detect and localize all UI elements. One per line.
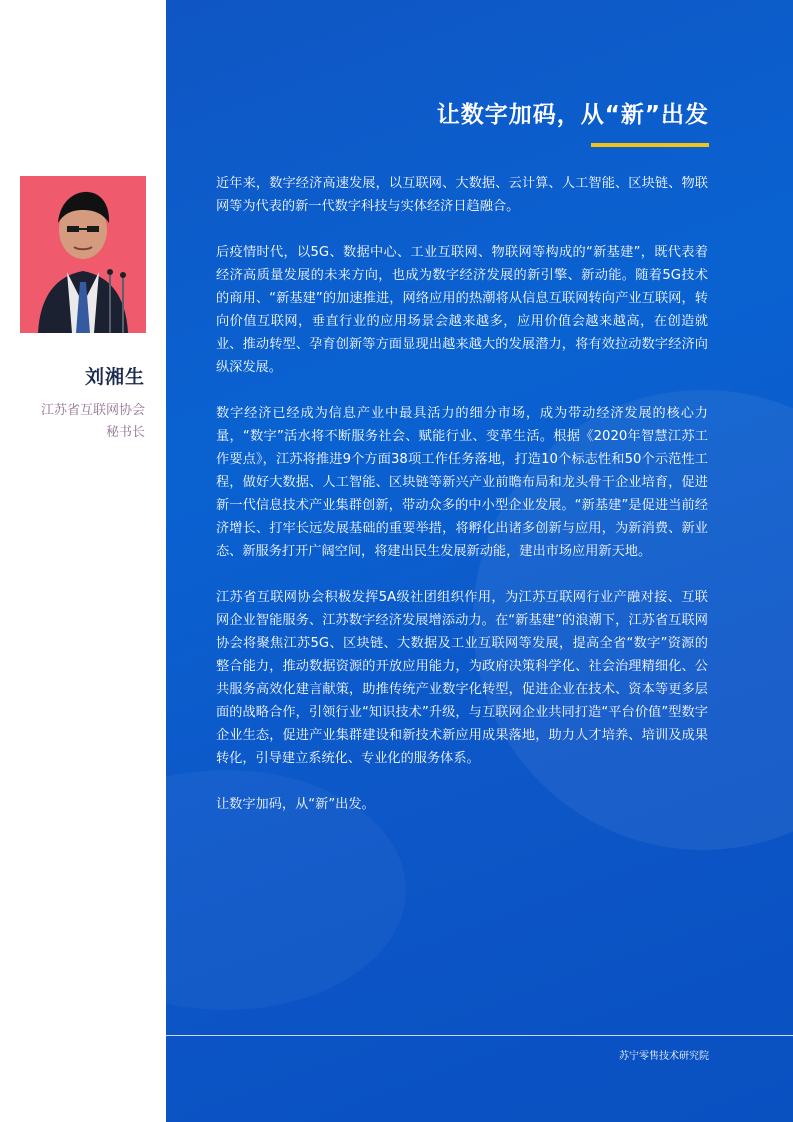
speaker-role-line-1: 江苏省互联网协会 xyxy=(40,403,145,418)
paragraph-1: 近年来，数字经济高速发展，以互联网、大数据、云计算、人工智能、区块链、物联网等为代表的新一代数字科技与实体经济日趋融合。 xyxy=(216,176,708,214)
footer-divider xyxy=(166,1035,793,1036)
paragraph-5: 让数字加码，从“新”出发。 xyxy=(216,797,375,812)
speaker-role xyxy=(0,400,145,444)
article-panel xyxy=(166,0,793,1122)
paragraph-2: 后疫情时代，以5G、数据中心、工业互联网、物联网等构成的“新基建”，既代表着经济高质量发展的未来方向，也成为数字经济发展的新引擎、新动能。随着5G技术的商用、“新基建”的加速推进，网络应用的热潮将从信息互联网转向产业互联网，转向价值互联网，垂直行业的应用场景会越来越多，应用价值会越来越高，在创造就业、推动转型、孕育创新等方面显现出越来越大的发展潜力，将有效拉动数字经济向纵深发展。 xyxy=(216,245,708,375)
paragraph-4: 江苏省互联网协会积极发挥5A级社团组织作用，为江苏互联网行业产融对接、互联网企业智能服务、江苏数字经济发展增添动力。在“新基建”的浪潮下，江苏省互联网协会将聚焦江苏5G、区块链、大数据及工业互联网等发展，提高全省“数字”资源的整合能力，推动数据资源的开放应用能力，为政府决策科学化、社会治理精细化、公共服务高效化建言献策，助推传统产业数字化转型，促进企业在技术、资本等更多层面的战略合作，引领行业“知识技术”升级，与互联网企业共同打造“平台价值”型数字企业生态，促进产业集群建设和新技术新应用成果落地，助力人才培养、培训及成果转化，引导建立系统化、专业化的服务体系。 xyxy=(216,590,708,766)
portrait-photo xyxy=(20,176,146,333)
speaker-role-line-2: 秘书长 xyxy=(105,425,145,440)
paragraph-3: 数字经济已经成为信息产业中最具活力的细分市场，成为带动经济发展的核心力量，“数字”活水将不断服务社会、赋能行业、变革生活。根据《2020年智慧江苏工作要点》，江苏将推进9个方面38项工作任务落地，打造10个标志性和50个示范性工程，做好大数据、人工智能、区块链等新兴产业前瞻布局和龙头骨干企业培育，促进新一代信息技术产业集群创新，带动众多的中小型企业发展。“新基建”是促进当前经济增长、打牢长远发展基础的重要举措，将孵化出诸多创新与应用，为新消费、新业态、新服务打开广阔空间，将建出民生发展新动能，建出市场应用新天地。 xyxy=(216,406,708,559)
person-portrait-icon xyxy=(20,176,146,333)
speaker-name: 刘湘生 xyxy=(84,366,145,388)
title-underline xyxy=(591,143,709,147)
article-title: 让数字加码，从“新”出发 xyxy=(436,102,709,128)
article-body xyxy=(216,172,708,839)
footer-organization: 苏宁零售技术研究院 xyxy=(619,1051,709,1062)
left-profile-panel xyxy=(0,0,166,1122)
